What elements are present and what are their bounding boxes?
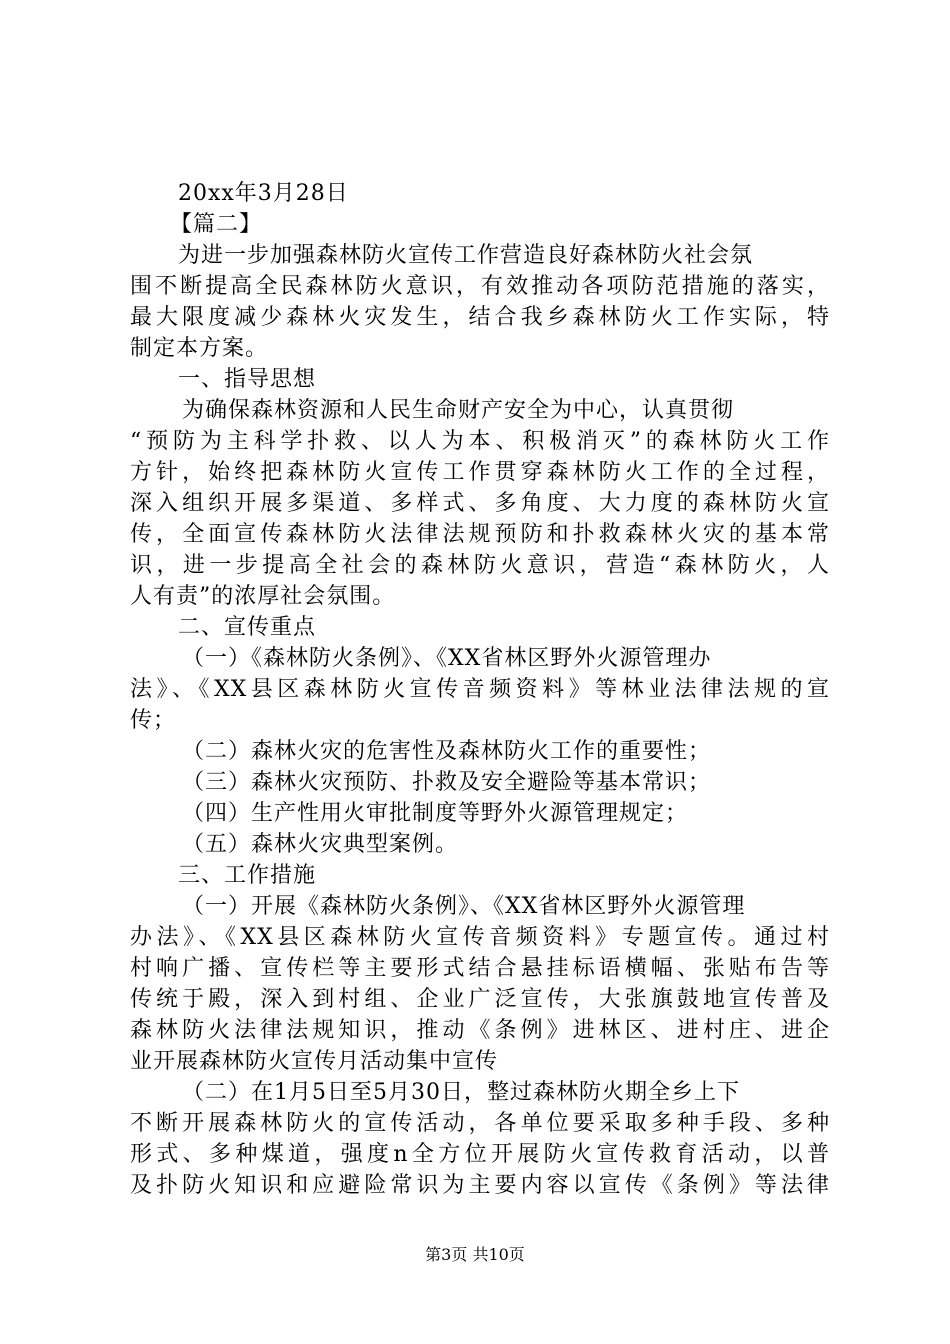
list-item: （一）开展《森林防火条例》、《XX省林区野外火源管理 (182, 894, 746, 919)
paragraph-line: 传； (130, 708, 177, 733)
paragraph-line: 森林防火法律法规知识，推动《条例》进林区、进村庄、进企 (130, 1018, 830, 1043)
paragraph-line: 方针，始终把森林防火宣传工作贯穿森林防火工作的全过程， (130, 460, 830, 485)
paragraph-line: 为确保森林资源和人民生命财产安全为中心，认真贯彻 (182, 398, 735, 423)
list-item: （一）《森林防火条例》、《XX省林区野外火源管理办 (182, 646, 712, 671)
list-item: （四）生产性用火审批制度等野外火源管理规定； (182, 801, 689, 826)
paragraph-line: “预防为主科学扑救、以人为本、积极消灭”的森林防火工作 (130, 429, 830, 454)
paragraph-line: 传统于殿，深入到村组、企业广泛宣传，大张旗鼓地宣传普及 (130, 987, 830, 1012)
paragraph-line: 围不断提高全民森林防火意识，有效推动各项防范措施的落实， (130, 274, 830, 299)
paragraph-line: 深入组织开展多渠道、多样式、多角度、大力度的森林防火宣 (130, 491, 830, 516)
paragraph-line: 不断开展森林防火的宣传活动，各单位要采取多种手段、多种 (130, 1111, 830, 1136)
paragraph-line: 业开展森林防火宣传月活动集中宣传 (130, 1049, 499, 1074)
paragraph-line: 人有责”的浓厚社会氛围。 (130, 584, 396, 609)
list-item: （二）在1月5日至5月30日，整过森林防火期全乡上下 (182, 1080, 740, 1105)
section-heading: 一、指导思想 (178, 367, 317, 392)
paragraph-line: 识，进一步提高全社会的森林防火意识，营造“森林防火，人 (130, 553, 830, 578)
paragraph-line: 村响广播、宣传栏等主要形式结合悬挂标语横幅、张贴布告等 (130, 956, 830, 981)
list-item: （三）森林火灾预防、扑救及安全避险等基本常识； (182, 770, 712, 795)
paragraph-line: 传，全面宣传森林防火法律法规预防和扑救森林火灾的基本常 (130, 522, 830, 547)
list-item: （五）森林火灾典型案例。 (182, 832, 459, 857)
paragraph-line: 及扑防火知识和应避险常识为主要内容以宣传《条例》等法律 (130, 1173, 830, 1198)
paragraph-line: 制定本方案。 (130, 336, 269, 361)
page-number: 第3页 共10页 (425, 1245, 525, 1264)
date-line: 20xx年3月28日 (178, 181, 349, 206)
paragraph-line: 办法》、《XX县区森林防火宣传音频资料》专题宣传。通过村 (130, 925, 830, 950)
list-item: （二）森林火灾的危害性及森林防火工作的重要性； (182, 739, 712, 764)
paragraph-line: 最大限度减少森林火灾发生，结合我乡森林防火工作实际，特 (130, 305, 830, 330)
paragraph-line: 形式、多种煤道，强度n全方位开展防火宣传救育活动，以普 (130, 1142, 830, 1167)
section-label: 【篇二】 (170, 212, 263, 237)
section-heading: 二、宣传重点 (178, 615, 317, 640)
section-heading: 三、工作措施 (178, 863, 317, 888)
paragraph-line: 为进一步加强森林防火宣传工作营造良好森林防火社会氛 (178, 243, 754, 268)
paragraph-line: 法》、《XX县区森林防火宣传音频资料》等林业法律法规的宣 (130, 677, 830, 702)
